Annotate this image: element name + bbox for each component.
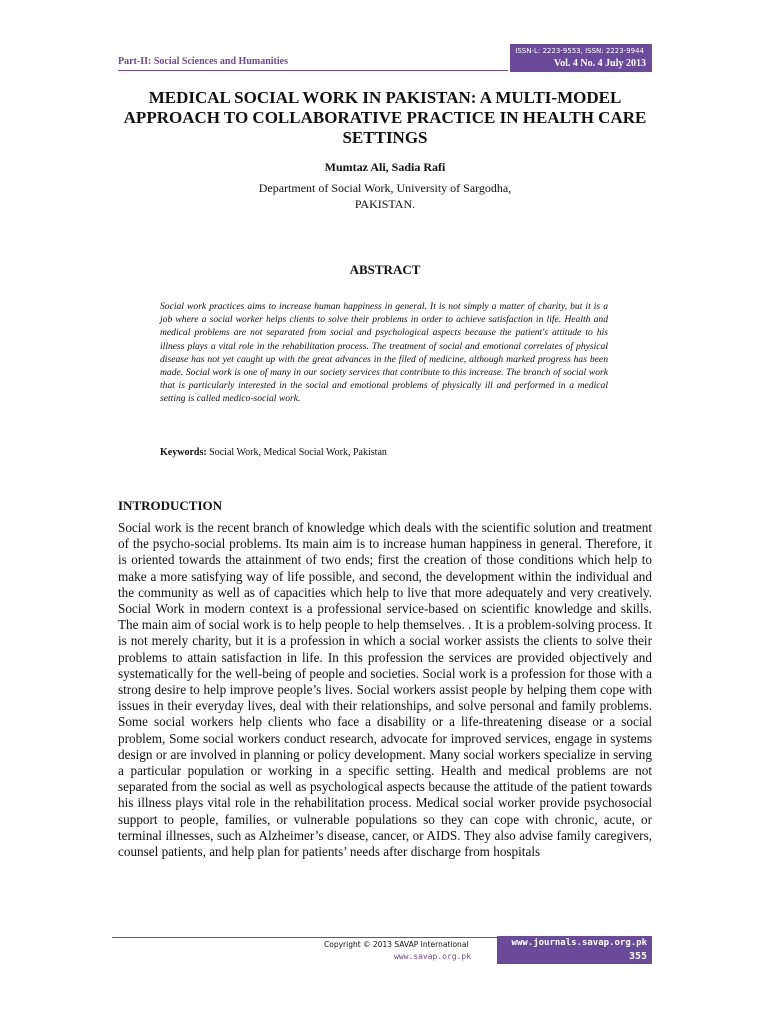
- header-divider: [118, 70, 508, 71]
- journal-badge: [497, 936, 652, 964]
- introduction-text: Social work is the recent branch of knowledge which deals with the scientific solution and treatment of the psycho-social problems. Its main aim is to increase human happiness in general. Therefore, it is oriented towards the attainment of two ends; first the creation of those conditions which help to make a more satisfying way of life possible, and second, the development within the individual and the community as well as of capacities which help to live that more adequately and very creatively. Social Work in modern context is a professional service-based on scientific knowledge and skills. The main aim of social work is to help people to help themselves. . It is a problem-solving process. It is not merely charity, but it is a profession in which a social worker assists the clients to solve their problems to attain satisfaction in life. In this profession the services are provided objectively and systematically for the well-being of people and societies. Social work is a profession for those with a strong desire to help improve people’s lives. Social workers assist people by helping them cope with issues in their everyday lives, deal with their relationships, and solve personal and family problems. Some social workers help clients who face a disability or a life-threatening disease or a social problem, Some social workers conduct research, advocate for improved services, engage in systems design or are involved in planning or policy development. Many social workers specialize in serving a particular population or working in a specific setting. Health and medical problems are not separated from the social as well as psychological aspects because the attitude of the patient towards his illness plays vital role in the rehabilitation process. Medical social worker provide psychosocial support to people, families, or vulnerable populations so they can cope with chronic, acute, or terminal illnesses, such as Alzheimer’s disease, cancer, or AIDS. They also advise family caregivers, counsel patients, and help plan for patients’ needs after discharge from hospitals: [118, 520, 652, 860]
- introduction-heading: INTRODUCTION: [118, 498, 223, 513]
- paper-title: MEDICAL SOCIAL WORK IN PAKISTAN: A MULTI-MODEL APPROACH TO COLLABORATIVE PRACTICE IN HEALTH CARE SETTINGS: [123, 88, 647, 147]
- keywords-label: Keywords:: [160, 447, 207, 458]
- authors: Mumtaz Ali, Sadia Rafi: [324, 160, 446, 174]
- keywords: [160, 447, 608, 458]
- copyright: Copyright © 2013 SAVAP International: [324, 940, 469, 949]
- affiliation: [118, 180, 652, 212]
- affiliation-line-2: PAKISTAN.: [354, 197, 416, 211]
- issn-text: ISSN-L: 2223-9553, ISSN: 2223-9944: [515, 47, 644, 55]
- site-link[interactable]: www.savap.org.pk: [394, 952, 472, 961]
- page-number: 355: [628, 951, 647, 962]
- abstract-heading: ABSTRACT: [349, 262, 421, 277]
- volume-text: Vol. 4 No. 4 July 2013: [553, 58, 646, 69]
- affiliation-line-1: Department of Social Work, University of Sargodha,: [258, 181, 512, 195]
- section-label: Part-II: Social Sciences and Humanities: [118, 56, 288, 67]
- issn-badge: [510, 44, 652, 72]
- abstract-text: Social work practices aims to increase human happiness in general. It is not simply a matter of charity, but it is a job where a social worker helps clients to solve their problems in order to achieve satisfaction in life. Health and medical problems are not separated from social and psychological aspects because the patient's attitude to his illness plays a vital role in the rehabilitation process. The treatment of social and emotional correlates of physical disease has not yet caught up with the great advances in the filed of medicine, although marked progress has been made. Social work is one of many in our society services that contribute to this increase. The branch of social work that is particularly interested in the social and emotional problems of physically ill and performed in a medical setting is called medico-social work.: [160, 301, 608, 405]
- journal-link[interactable]: www.journals.savap.org.pk: [511, 938, 647, 948]
- keywords-list: Social Work, Medical Social Work, Pakistan: [209, 447, 387, 458]
